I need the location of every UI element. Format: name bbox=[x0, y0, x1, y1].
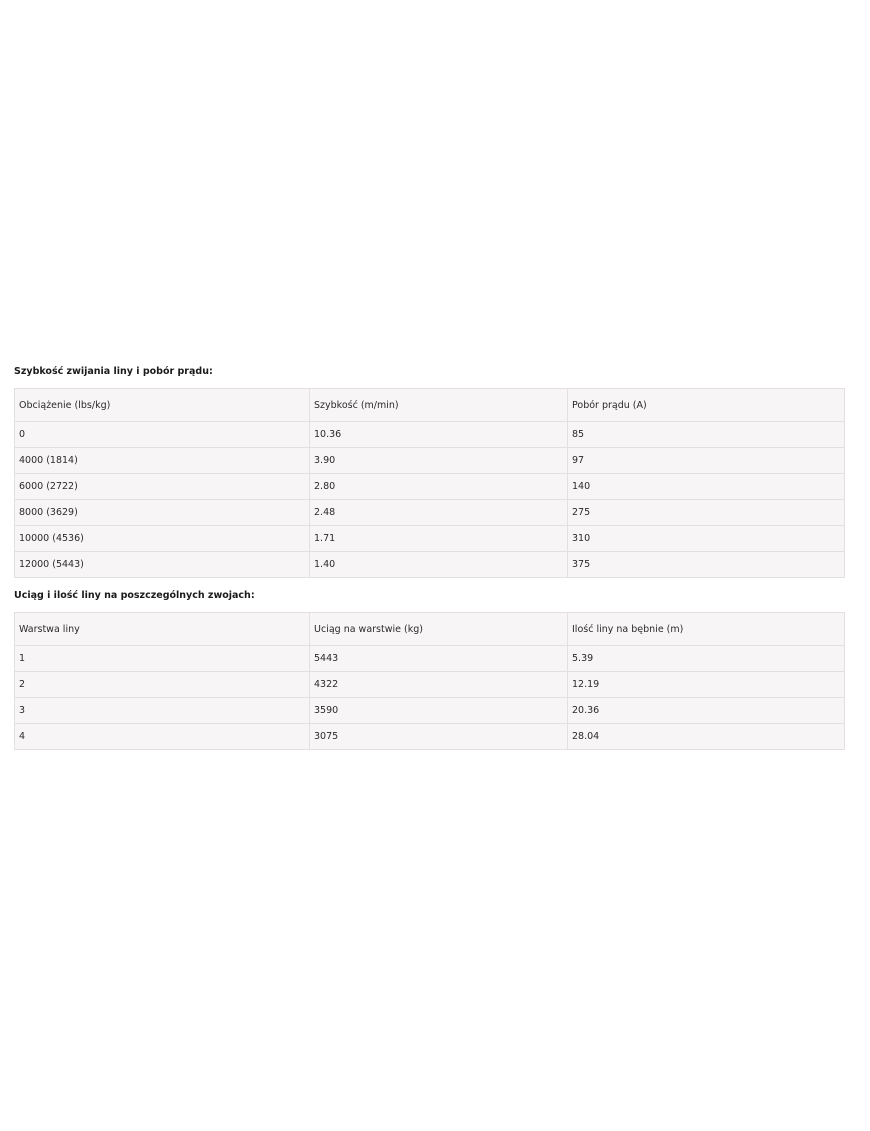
table-row bbox=[15, 500, 845, 526]
table-cell: 3075 bbox=[310, 724, 568, 750]
column-header-load: Obciążenie (lbs/kg) bbox=[15, 389, 310, 422]
table-cell: 2 bbox=[15, 672, 310, 698]
speed-current-table bbox=[14, 388, 845, 578]
table-row bbox=[15, 422, 845, 448]
column-header-current: Pobór prądu (A) bbox=[568, 389, 845, 422]
column-header-layer: Warstwa liny bbox=[15, 613, 310, 646]
table-cell: 375 bbox=[568, 552, 845, 578]
table-cell: 6000 (2722) bbox=[15, 474, 310, 500]
table-cell: 10000 (4536) bbox=[15, 526, 310, 552]
table-cell: 3.90 bbox=[310, 448, 568, 474]
table-row bbox=[15, 526, 845, 552]
table-cell: 0 bbox=[15, 422, 310, 448]
table-cell: 2.80 bbox=[310, 474, 568, 500]
layer-section-title: Uciąg i ilość liny na poszczególnych zwojach: bbox=[14, 590, 255, 601]
table-cell: 12000 (5443) bbox=[15, 552, 310, 578]
table-cell: 4322 bbox=[310, 672, 568, 698]
table-cell: 140 bbox=[568, 474, 845, 500]
table-row bbox=[15, 448, 845, 474]
table-cell: 10.36 bbox=[310, 422, 568, 448]
column-header-rope-length: Ilość liny na bębnie (m) bbox=[568, 613, 845, 646]
table-cell: 1.71 bbox=[310, 526, 568, 552]
table-cell: 310 bbox=[568, 526, 845, 552]
table-cell: 3590 bbox=[310, 698, 568, 724]
table-row bbox=[15, 552, 845, 578]
table-row bbox=[15, 474, 845, 500]
table-cell: 2.48 bbox=[310, 500, 568, 526]
column-header-pull: Uciąg na warstwie (kg) bbox=[310, 613, 568, 646]
table-row bbox=[15, 672, 845, 698]
table-header-row bbox=[15, 389, 845, 422]
page-content bbox=[14, 364, 844, 750]
table-row bbox=[15, 646, 845, 672]
table-cell: 5443 bbox=[310, 646, 568, 672]
table-cell: 85 bbox=[568, 422, 845, 448]
table-header-row bbox=[15, 613, 845, 646]
speed-section-title: Szybkość zwijania liny i pobór prądu: bbox=[14, 366, 213, 377]
layer-pull-table bbox=[14, 612, 845, 750]
table-cell: 1 bbox=[15, 646, 310, 672]
table-cell: 4000 (1814) bbox=[15, 448, 310, 474]
table-cell: 1.40 bbox=[310, 552, 568, 578]
table-cell: 3 bbox=[15, 698, 310, 724]
table-row bbox=[15, 698, 845, 724]
table-cell: 28.04 bbox=[568, 724, 845, 750]
table-cell: 97 bbox=[568, 448, 845, 474]
table-row bbox=[15, 724, 845, 750]
table-cell: 8000 (3629) bbox=[15, 500, 310, 526]
column-header-speed: Szybkość (m/min) bbox=[310, 389, 568, 422]
table-cell: 12.19 bbox=[568, 672, 845, 698]
table-cell: 4 bbox=[15, 724, 310, 750]
table-cell: 275 bbox=[568, 500, 845, 526]
table-cell: 5.39 bbox=[568, 646, 845, 672]
table-cell: 20.36 bbox=[568, 698, 845, 724]
